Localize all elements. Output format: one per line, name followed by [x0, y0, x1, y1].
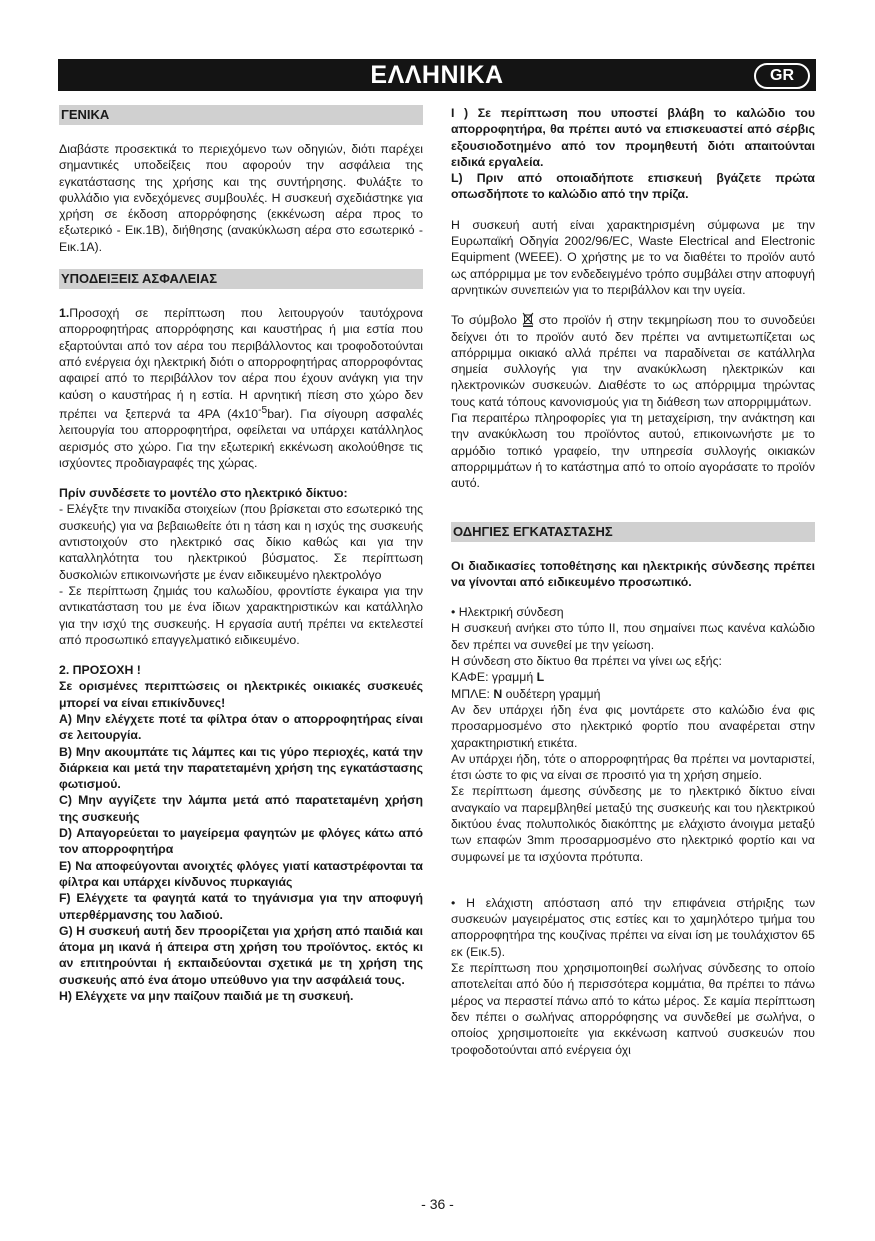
electrical-text-3: Αν δεν υπάρχει ήδη ένα φις μοντάρετε στο καλώδιο ένα φις προσαρμοσμένο στο ηλεκτρικό φορτίο που αναφέρεται στην χαρακτηριστική ετικέτα. — [451, 702, 815, 750]
warning-item-l: L) Πριν από οποιαδήποτε επισκευή βγάζετε πρώτα οπωσδήποτε το καλώδιο από την πρίζα. — [451, 171, 815, 202]
brown-wire-line: ΚΑΦΕ: γραμμή L — [451, 670, 545, 685]
connect-item-1: - Ελέγξτε την πινακίδα στοιχείων (που βρίσκεται στο εσωτερικό της συσκευής) για να βεβαιωθείτε ότι η τάση και η ισχύς της συσκευής αντιστοιχούν στο ηλεκτρικό σας δίκιο καθώς και για την καταλληλότητα του ηλεκτρικού βύσματος. Σε περίπτωση δυσκολιών επικοινωνήστε με έναν ειδικευμένο ηλεκτρολόγο — [59, 502, 423, 582]
language-title: ΕΛΛΗΝΙΚΑ — [370, 61, 504, 89]
general-paragraph: Διαβάστε προσεκτικά το περιεχόμενο των οδηγιών, διότι παρέχει σημαντικές υποδείξεις που αφορούν την ασφάλεια της εγκατάστασης της χρήσης και της συντήρησης. Φυλάξτε το φυλλάδιο για ενδεχόμενες συμβουλές. Η συσκευή σχεδιάστηκε για χρήση σε έκδοση απορρόφησης (εκκένωση αέρα προς το εξωτερικό - Εικ.1B), διήθησης (ανακύκλωση αέρα στο εσωτερικό - Εικ.1A). — [59, 142, 423, 254]
blue-wire-line: ΜΠΛΕ: N ουδέτερη γραμμή — [451, 686, 601, 701]
warning-item: E) Να αποφεύγονται ανοιχτές φλόγες γιατί καταστρέφονται τα φίλτρα και υπάρχει κίνδυνος πυρκαγιάς — [59, 858, 423, 889]
connect-heading: Πρίν συνδέσετε το μοντέλο στο ηλεκτρικό δίκτυο: — [59, 486, 348, 501]
language-banner — [58, 59, 816, 91]
installation-intro: Οι διαδικασίες τοποθέτησης και ηλεκτρικής σύνδεσης πρέπει να γίνονται από ειδικευμένο προσωπικό. — [451, 558, 815, 589]
warning-heading: 2. ΠΡΟΣΟΧΗ ! — [59, 663, 141, 678]
warning-item: H) Ελέγχετε να μην παίζουν παιδιά με τη συσκευή. — [59, 989, 354, 1004]
weee-paragraph-3: Για περαιτέρω πληροφορίες για τη μεταχείριση, την ανάκτηση και την ανακύκλωση του προϊόντος αυτού, επικοινωνήστε με το αρμόδιο τοπικό γραφείο, την υπηρεσία συλλογής οικιακών απορριμμάτων ή το κατάστημα από το οποίο αγοράσατε το προϊόν αυτό. — [451, 411, 815, 491]
warning-item: C) Μην αγγίζετε την λάμπα μετά από παρατεταμένη χρήση της συσκευής — [59, 793, 423, 824]
warning-intro: Σε ορισμένες περιπτώσεις οι ηλεκτρικές οικιακές συσκευές μπορεί να είναι επικίνδυνες! — [59, 679, 423, 710]
right-column — [451, 105, 815, 1058]
electrical-title: • Ηλεκτρική σύνδεση — [451, 605, 564, 620]
electrical-text-5: Σε περίπτωση άμεσης σύνδεσης με το ηλεκτρικό δίκτυο είναι αναγκαίο να παρεμβληθεί μεταξύ της συσκευής και του ηλεκτρικού δικτύου ένας πολυπολικός διακόπτης με ελάχιστο άνοιγμα μεταξύ των επαφών 3mm προσαρμοσμένο στο ηλεκτρικό φορτίο και να συμφωνεί με τα ισχύοντα πρότυπα. — [451, 784, 815, 864]
language-code-badge: GR — [754, 63, 810, 89]
warning-item-i: I ) Σε περίπτωση που υποστεί βλάβη το καλώδιο του απορροφητήρα, θα πρέπει αυτό να επισκευαστεί από σέρβις εξουσιοδοτημένο από τον προμηθευτή διότι απαιτούνται ειδικά εργαλεία. — [451, 106, 815, 169]
weee-paragraph-2: Το σύμβολο στο προϊόν ή στην τεκμηρίωση που το συνοδεύει δείχνει ότι το προϊόν αυτό δεν πρέπει να αντιμετωπίζεται ως απόρριμμα οικιακό αλλά πρέπει να παραδίνεται σε κατάλληλα σημεία συλλογής για την ανακύκλωση ηλεκτρικών και ηλεκτρονικών συσκευών. Διαθέστε το ως απόρριμμα τηρώντας τους κατά τόπους κανονισμούς για τη διάθεση των απορριμμάτων. — [451, 313, 816, 409]
crossed-bin-icon — [522, 312, 534, 327]
safety-point-number: 1. — [59, 306, 70, 321]
section-heading-installation: ΟΔΗΓΙΕΣ ΕΓΚΑΤΑΣΤΑΣΗΣ — [451, 522, 815, 542]
connect-item-2: - Σε περίπτωση ζημιάς του καλωδίου, φροντίστε έγκαιρα για την αντικατάσταση του με ένα ίδιων χαρακτηριστικών και κατάλληλο για την ισχύ της συσκευής. Η εργασία αυτή πρέπει να εκτελεστεί από προσωπικό επαγγελματικό ειδικευμένο. — [59, 583, 423, 647]
electrical-text-1: Η συσκευή ανήκει στο τύπο II, που σημαίνει πως κανένα καλώδιο δεν πρέπει να συνεθεί με την γείωση. — [451, 621, 815, 652]
weee-paragraph-1: Η συσκευή αυτή είναι χαρακτηρισμένη σύμφωνα με την Ευρωπαϊκή Οδηγία 2002/96/EC, Waste Electrical and Electronic Equipment (WEEE). O χρήστης με το να διαθέτει το προϊόν αυτό ως απόρριμμα με τον ενδεδειγμένο τρόπο συμβάλει στην αποφυγή αρνητικών συνεπειών για το περιβάλλον και την υγεία. — [451, 217, 815, 297]
warning-item: D) Απαγορεύεται το μαγείρεμα φαγητών με φλόγες κάτω από τον απορροφητήρα — [59, 826, 423, 857]
distance-text-2: Σε περίπτωση που χρησιμοποιηθεί σωλήνας σύνδεσης το οποίο αποτελείται από δύο ή περισσότερα κομμάτια, θα πρέπει το πάνω μέρος να περαστεί πάνω από το κάτω μέρος. Σε καμία περίπτωση δεν πέπει ο σωλήνας απορρόφησης να συνδεθεί με σωλήνα, ο οποίος χρησιμοποιείτε για εκκένωση καπνού συσκευών που τροφοδοτούνται από ενέργεια όχι — [451, 961, 815, 1057]
safety-paragraph-1: 1.Προσοχή σε περίπτωση που λειτουργούν ταυτόχρονα απορροφητήρας απορρόφησης και καυστήρας ή μια εστία που εξαρτούνται από τον αέρα του περιβάλλοντος και τροφοδοτούνται από ενέργεια όχι ηλεκτρική διότι ο απορροφητήρας απορροφόντας αφαιρεί από το περιβάλλον τον αέρα που έχουν ανάγκη για την καύση ο καυστήρας ή η εστία. Η αρνητική πίεση στο χώρο δεν πρέπει να ξεπερνά τα 4PA $(4x10^{-5}bar)$. Για σίγουρη ασφαλές λειτουργία του απορροφητήρα, οφείλεται να υπάρχει κατάλληλος αερισμός στο χώρο. Για την εξωτερική εκκένωση ακολούθησε τις ισχύοντες προδιαγραφές της χώρας. — [59, 306, 423, 470]
warning-item: B) Μην ακουμπάτε τις λάμπες και τις γύρο περιοχές, κατά την διάρκεια και μετά την παρατεταμένη χρήση της εγκατάστασης φωτισμού. — [59, 744, 423, 792]
section-heading-general: ΓΕΝΙΚΑ — [59, 105, 423, 125]
electrical-text-2: Η σύνδεση στο δίκτυο θα πρέπει να γίνει ως εξής: — [451, 654, 722, 669]
section-heading-safety: ΥΠΟΔΕΙΞΕΙΣ ΑΣΦΑΛΕΙΑΣ — [59, 269, 423, 289]
page-number: - 36 - — [421, 1196, 454, 1212]
distance-text-1: • Η ελάχιστη απόσταση από την επιφάνεια στήριξης των συσκευών μαγειρέματος στις εστίες και το χαμηλότερο τμήμα του απορροφητήρα της κουζίνας πρέπει να είναι ίση με τουλάχιστον 65 εκ (Εικ.5). — [451, 895, 815, 959]
warning-item: G) Η συσκευή αυτή δεν προορίζεται για χρήση από παιδιά και άτομα μη ικανά ή άπειρα στη χρήση του προϊόντος. εκτός κι αν επιτηρούνται ή εκπαιδεύονται σχετικά με τη χρήση της συσκευής από ένα άτομο υπεύθυνο για την ασφάλειά τους. — [59, 923, 423, 987]
warning-item: A) Μην ελέγχετε ποτέ τα φίλτρα όταν ο απορροφητήρας είναι σε λειτουργία. — [59, 712, 423, 743]
warning-item: F) Ελέγχετε τα φαγητά κατά το τηγάνισμα για την αποφυγή υπερθέρμανσης του λαδιού. — [59, 891, 423, 922]
electrical-text-4: Αν υπάρχει ήδη, τότε ο απορροφητήρας θα πρέπει να μονταριστεί, έτσι ώστε το φις να είναι σε προσιτό για τη χρήση σημείο. — [451, 751, 815, 783]
left-column — [59, 105, 423, 1004]
